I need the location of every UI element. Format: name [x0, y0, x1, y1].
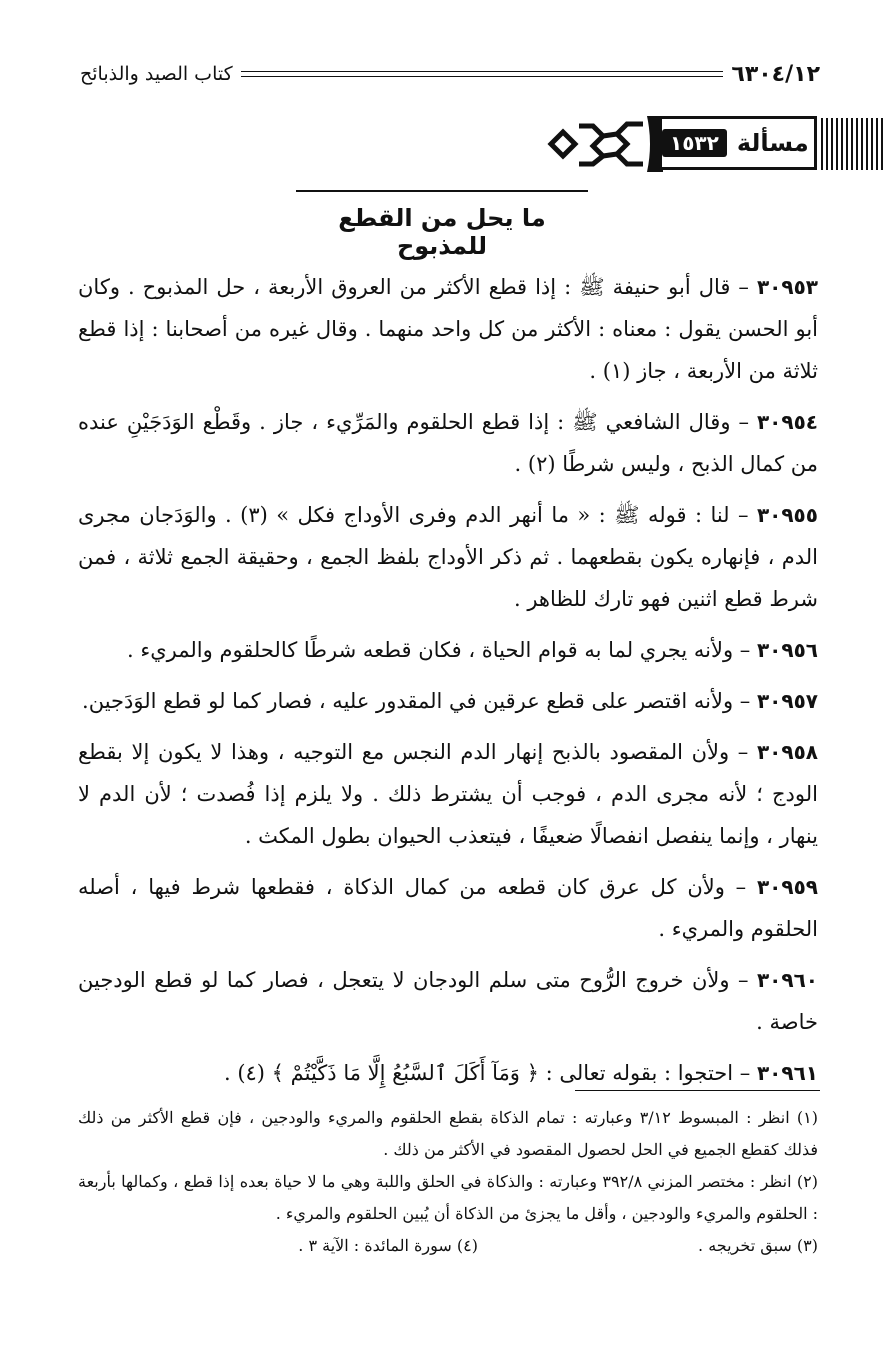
paragraph-number: ٣٠٩٥٩	[756, 875, 818, 899]
footnote-rule	[575, 1090, 820, 1091]
footnote-1: (١) انظر : المبسوط ٣/١٢ وعبارته : تمام الذكاة بقطع الحلقوم والمريء والودجين ، فإن قطع الأكثر من ذلك فذلك كقطع الجميع في الحل لحصول المقصود في الأكثر من ذلك .	[78, 1108, 818, 1159]
paragraph-text: – ولأن المقصود بالذبح إنهار الدم النجس مع التوجيه ، وهذا لا يكون إلا بقطع الودج ؛ لأنه مجرى الدم ، فوجب أن يشترط ذلك . ولا يلزم إذا فُصدت ؛ لأن الدم لا ينهار ، وإنما ينفصل انفصالًا ضعيفًا ، فيتعذب الحيوان بطول المكث .	[78, 740, 818, 848]
running-header	[80, 58, 820, 90]
footnote-row	[78, 1230, 818, 1262]
paragraph-text: – ولأنه اقتصر على قطع عرقين في المقدور عليه ، فصار كما لو قطع الوَدَجين.	[82, 689, 757, 713]
paragraph	[78, 266, 818, 392]
masala-banner	[545, 116, 885, 172]
paragraph-text: – ولأنه يجري لما به قوام الحياة ، فكان قطعه شرطًا كالحلقوم والمريء .	[127, 638, 757, 662]
paragraph-number: ٣٠٩٥٧	[756, 689, 818, 713]
paragraph-text: – وقال الشافعي ﷺ : إذا قطع الحلقوم والمَرِّيء ، جاز . وقَطْع الوَدَجَيْنِ عنده من كمال الذبح ، وليس شرطًا (٢) .	[78, 410, 818, 476]
footnote-2: (٢) انظر : مختصر المزني ٣٩٢/٨ وعبارته : والذكاة في الحلق واللبة وهي ما لا حياة بعده إذا قطع ، وكمالها بأربعة : الحلقوم والمريء والودجين ، وأقل ما يجزئ من الذكاة أن يُبين الحلقوم والمريء .	[78, 1172, 818, 1223]
footnotes	[78, 1102, 818, 1262]
footnote-4: (٤) سورة المائدة : الآية ٣ .	[298, 1236, 478, 1255]
paragraph-text: – قال أبو حنيفة ﷺ : إذا قطع الأكثر من العروق الأربعة ، حل المذبوح . وكان أبو الحسن يقول : معناه : الأكثر من كل واحد منهما . وقال غيره من أصحابنا : إذا قطع ثلاثة من الأربعة ، جاز (١) .	[78, 275, 818, 383]
page-number: ٦٣٠٤/١٢	[731, 61, 820, 87]
masala-label: مسألة	[736, 129, 809, 157]
paragraph-number: ٣٠٩٦٠	[756, 968, 818, 992]
paragraph-text: – احتجوا : بقوله تعالى : ﴿ وَمَآ أَكَلَ ٱلسَّبُعُ إِلَّا مَا ذَكَّيْتُمْ ﴾ (٤) .	[223, 1061, 757, 1085]
book-title: كتاب الصيد والذبائح	[80, 63, 233, 85]
ornament-icon	[545, 116, 663, 172]
barcode-bars	[821, 118, 885, 170]
footnote-3: (٣) سبق تخريجه .	[698, 1236, 818, 1255]
paragraph-number: ٣٠٩٥٨	[756, 740, 818, 764]
paragraph	[78, 494, 818, 620]
body-text	[78, 266, 818, 1103]
paragraph	[78, 401, 818, 485]
paragraph	[78, 866, 818, 950]
paragraph-number: ٣٠٩٦١	[756, 1061, 818, 1085]
section-title: ما يحل من القطع للمذبوح	[338, 204, 546, 260]
paragraph	[78, 680, 818, 722]
paragraph-number: ٣٠٩٥٦	[756, 638, 818, 662]
paragraph-text: – لنا : قوله ﷺ : « ما أنهر الدم وفرى الأوداج فكل » (٣) . والوَدَجان مجرى الدم ، فإنهاره يكون بقطعهما . ثم ذكر الأوداج بلفظ الجمع ، وحقيقة الجمع ثلاثة ، فمن شرط قطع اثنين فهو تارك للظاهر .	[78, 503, 818, 611]
paragraph	[78, 959, 818, 1043]
paragraph	[78, 731, 818, 857]
paragraph	[78, 1052, 818, 1094]
paragraph-number: ٣٠٩٥٤	[756, 410, 818, 434]
masala-number: ١٥٣٢	[662, 129, 727, 157]
paragraph-text: – ولأن كل عرق كان قطعه من كمال الذكاة ، فقطعها شرط فيها ، أصله الحلقوم والمريء .	[78, 875, 818, 941]
paragraph-number: ٣٠٩٥٥	[756, 503, 818, 527]
title-block	[296, 190, 588, 260]
paragraph-text: – ولأن خروج الرُّوح متى سلم الودجان لا يتعجل ، فصار كما لو قطع الودجين خاصة .	[78, 968, 818, 1034]
paragraph-number: ٣٠٩٥٣	[756, 275, 818, 299]
header-rule	[241, 71, 724, 77]
paragraph	[78, 629, 818, 671]
masala-label-box	[662, 116, 817, 170]
